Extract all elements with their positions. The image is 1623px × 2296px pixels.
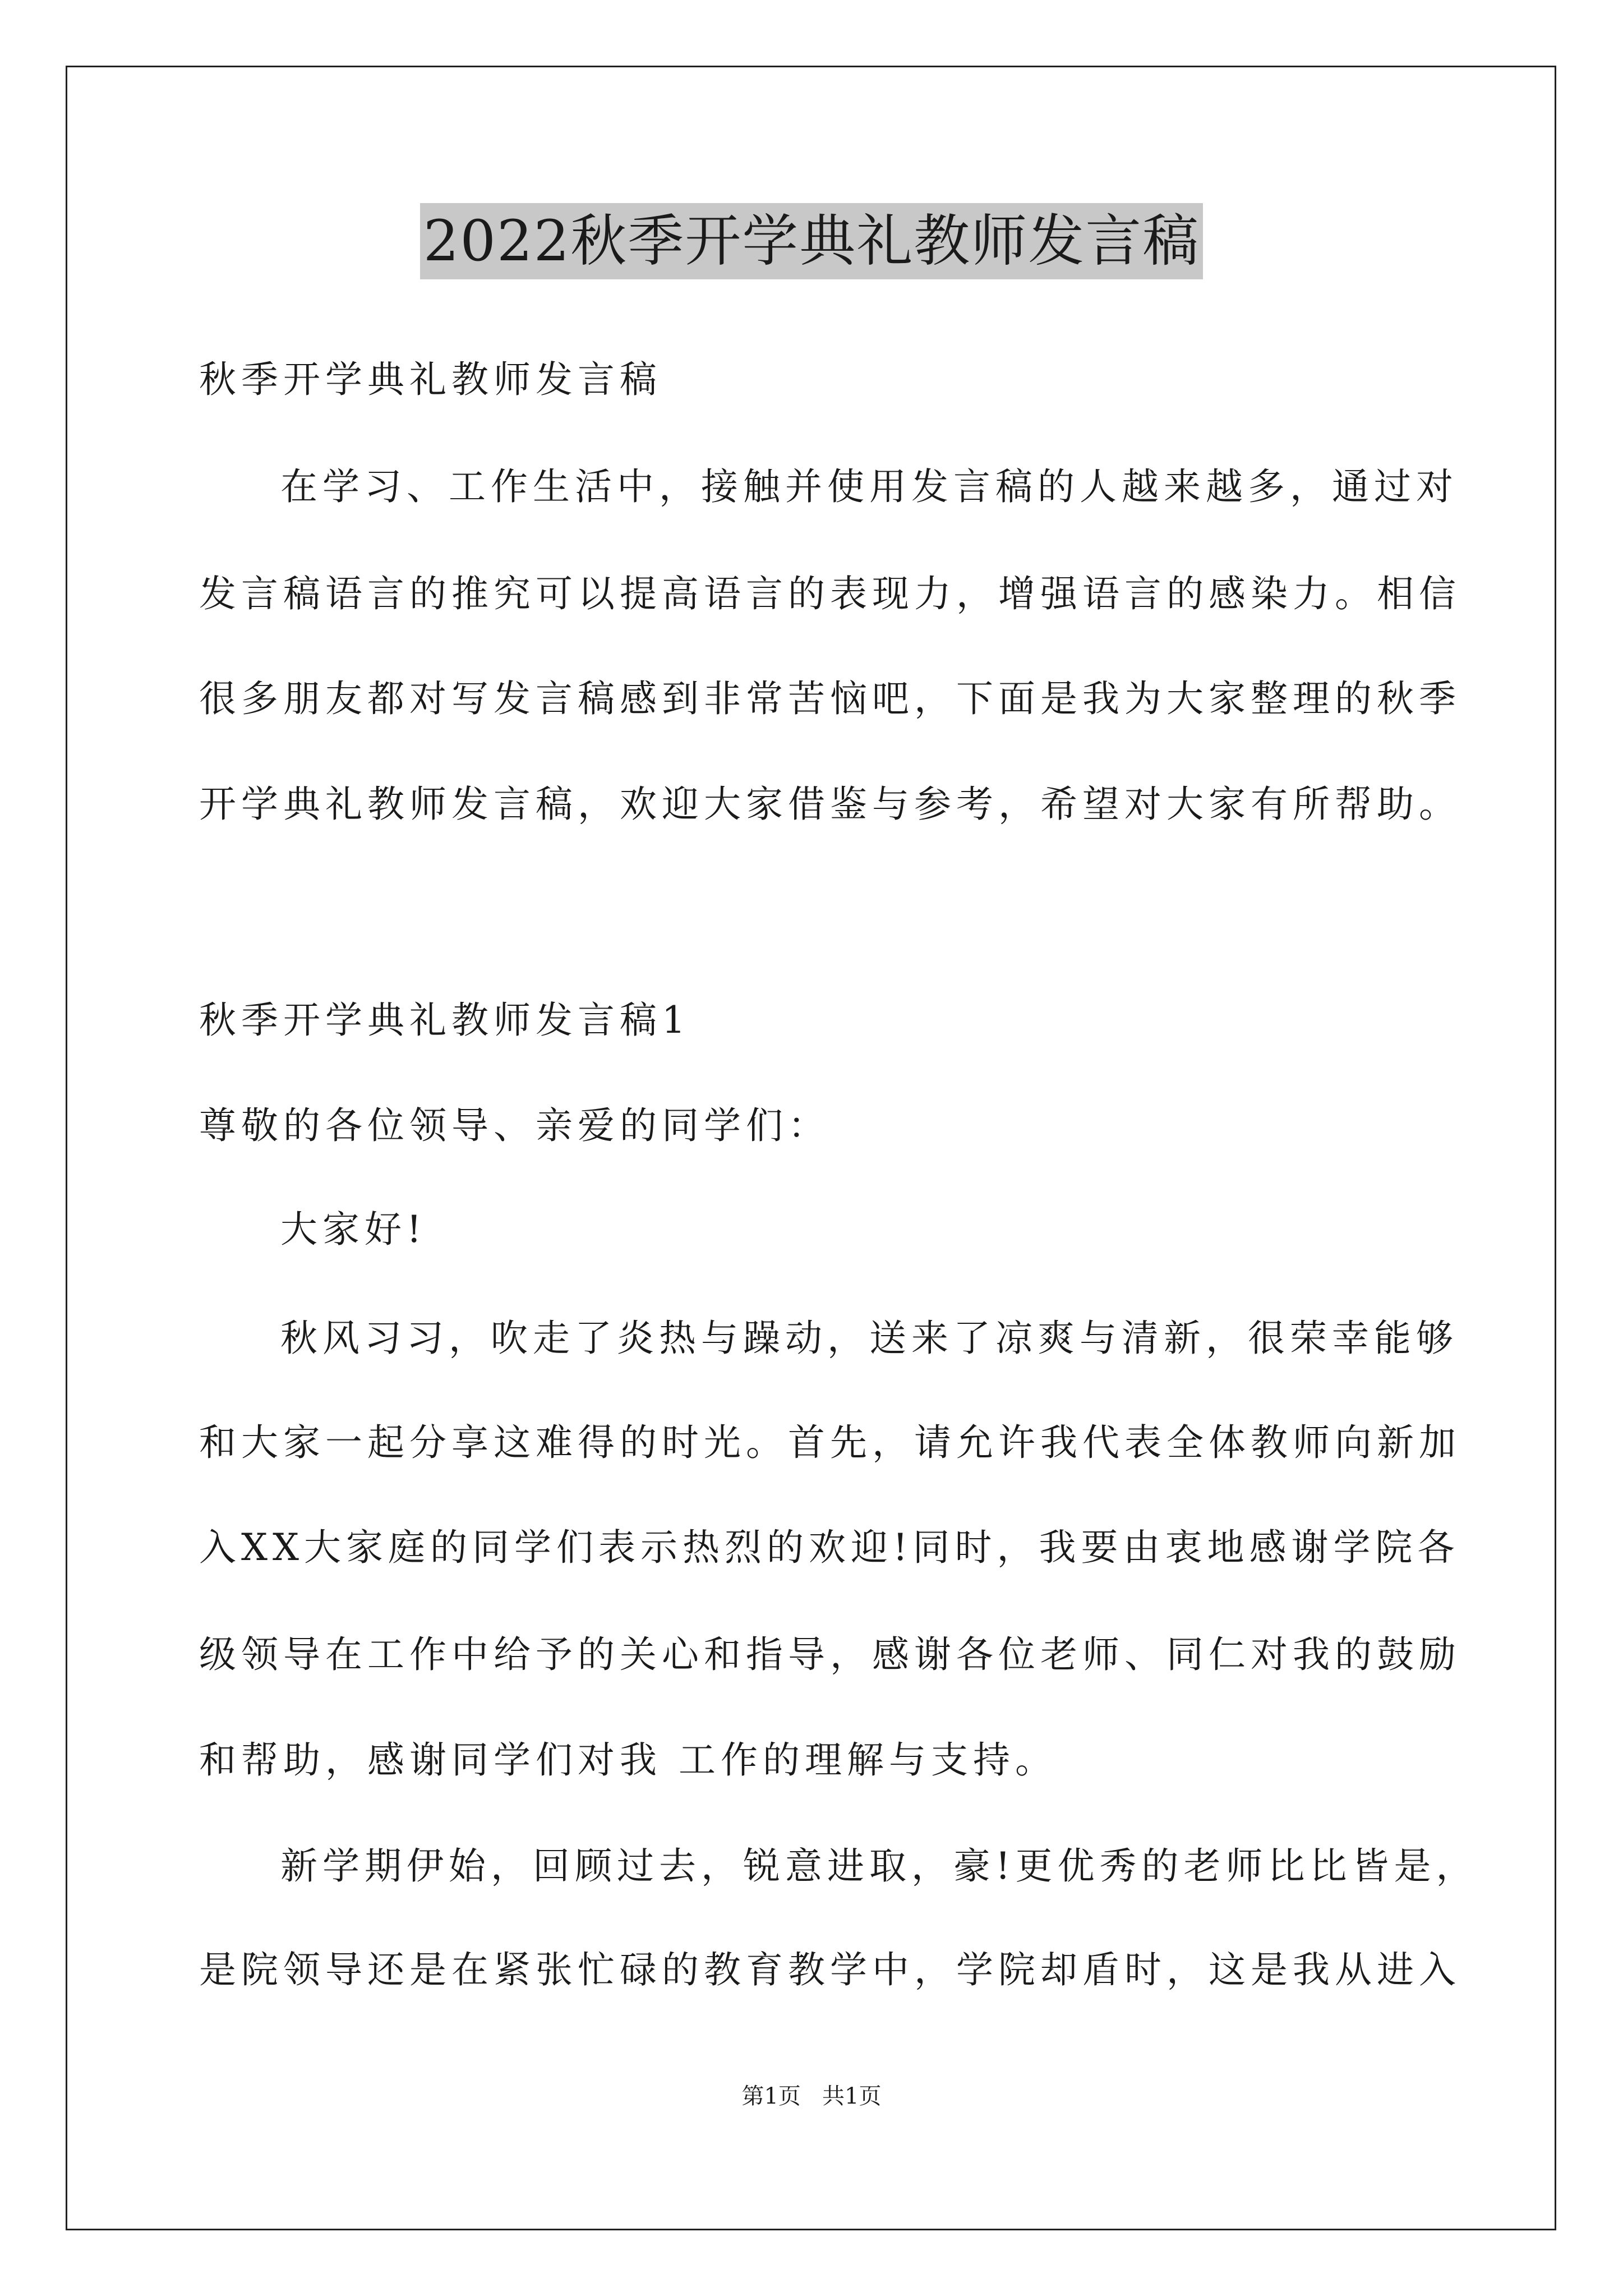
intro-paragraph-line: 开学典礼教师发言稿，欢迎大家借鉴与参考，希望对大家有所帮助。: [199, 783, 1461, 826]
body-paragraph-line: 和大家一起分享这难得的时光。首先，请允许我代表全体教师向新加: [199, 1421, 1461, 1464]
salutation-line: 尊敬的各位领导、亲爱的同学们：: [199, 1104, 830, 1147]
body-paragraph-line: 入XX大家庭的同学们表示热烈的欢迎!同时，我要由衷地感谢学院各: [199, 1526, 1460, 1569]
body-paragraph-line: 是院领导还是在紧张忙碌的教育教学中，学院却盾时，这是我从进入: [199, 1948, 1461, 1991]
greeting-line: 大家好!: [280, 1208, 427, 1251]
intro-paragraph-line: 在学习、工作生活中，接触并使用发言稿的人越来越多，通过对: [280, 465, 1458, 508]
intro-paragraph-line: 很多朋友都对写发言稿感到非常苦恼吧，下面是我为大家整理的秋季: [199, 677, 1461, 720]
body-paragraph-line: 新学期伊始，回顾过去，锐意进取，豪!更优秀的老师比比皆是，: [280, 1844, 1478, 1888]
title-block: [0, 203, 1623, 279]
page-footer: 第1页 共1页: [741, 2083, 882, 2109]
body-paragraph-line: 级领导在工作中给予的关心和指导，感谢各位老师、同仁对我的鼓励: [199, 1633, 1461, 1676]
intro-paragraph-line: 发言稿语言的推究可以提高语言的表现力，增强语言的感染力。相信: [199, 572, 1461, 615]
body-paragraph-line: 秋风习习，吹走了炎热与躁动，送来了凉爽与清新，很荣幸能够: [280, 1317, 1458, 1360]
subtitle-line: 秋季开学典礼教师发言稿: [199, 358, 662, 401]
document-title: 2022秋季开学典礼教师发言稿: [420, 203, 1204, 279]
section-heading: 秋季开学典礼教师发言稿1: [199, 999, 690, 1042]
body-paragraph-line: 和帮助，感谢同学们对我 工作的理解与支持。: [199, 1738, 1057, 1782]
